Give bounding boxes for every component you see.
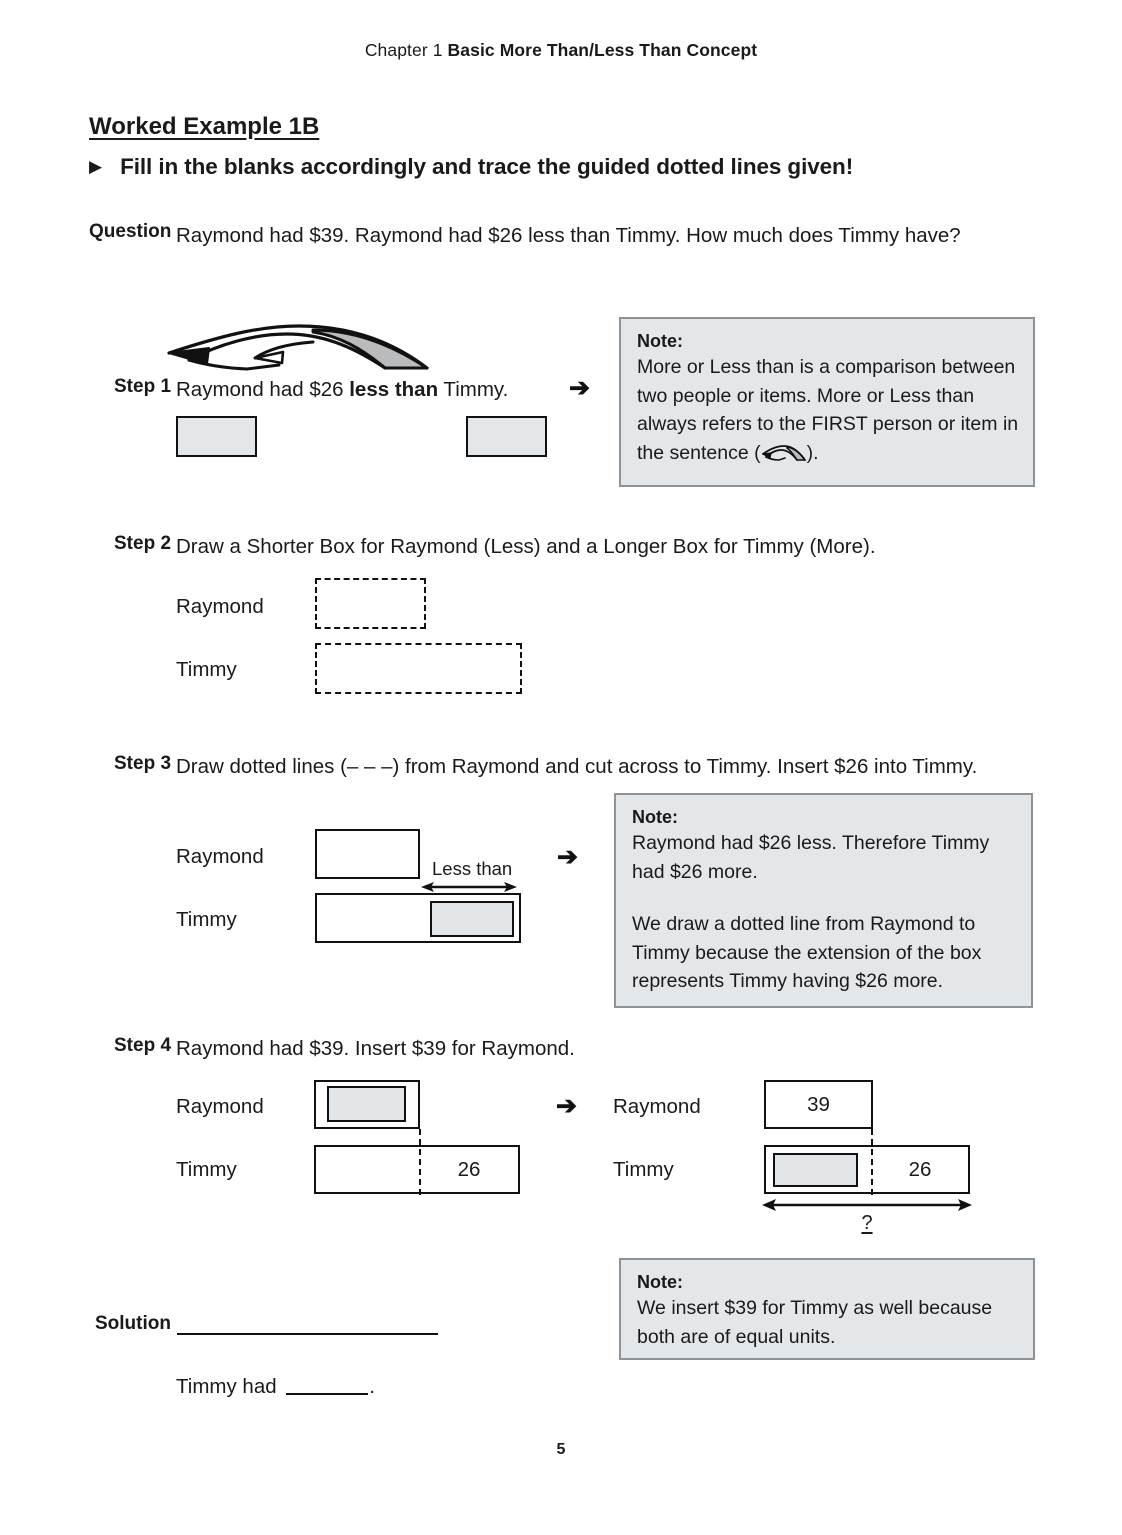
instruction-row [89, 152, 989, 182]
step4-left-row-label-timmy: Timmy [176, 1158, 237, 1181]
page-title: Worked Example 1B [89, 113, 320, 140]
note-body-part-a: More or Less than is a comparison between two people or items. More or Less than always refers to the FIRST person or item in the sentence ( [637, 356, 1019, 464]
note-paragraph-1: Raymond had $26 less. Therefore Timmy had $26 more. [632, 832, 990, 883]
swoosh-arc-icon [163, 322, 435, 374]
note-body-part-b: ). [806, 441, 819, 464]
note-paragraph-2: We draw a dotted line from Raymond to Timmy because the extension of the box represents Timmy having $26 more. [632, 913, 982, 992]
note-spacer [632, 886, 1017, 910]
triangle-right-icon: ▶ [89, 157, 103, 176]
arrow-right-icon: ➔ [556, 1092, 577, 1120]
step2-row-label-raymond: Raymond [176, 595, 264, 618]
solution-label: Solution [95, 1313, 171, 1334]
note-title: Note: [637, 331, 683, 351]
swoosh-arc-inline-icon [761, 445, 807, 463]
step4-note [619, 1258, 1035, 1360]
step4-right-raymond-value: 39 [807, 1093, 830, 1116]
step4-label: Step 4 [114, 1035, 172, 1056]
step3-note [614, 793, 1033, 1008]
arrow-right-icon: ➔ [569, 374, 590, 402]
step3-label: Step 3 [114, 753, 172, 774]
solution-sentence [176, 1375, 375, 1399]
step3-text: Draw dotted lines (– – –) from Raymond and cut across to Timmy. Insert $26 into Timmy. [176, 755, 978, 778]
step1-text-bold: less than [349, 378, 439, 401]
note-title: Note: [637, 1272, 683, 1292]
solution-sentence-before: Timmy had [176, 1375, 283, 1398]
question-text: Raymond had $39. Raymond had $26 less than Timmy. How much does Timmy have? [176, 224, 961, 247]
note-body: We insert $39 for Timmy as well because both are of equal units. [637, 1297, 993, 1348]
step2-text: Draw a Shorter Box for Raymond (Less) and a Longer Box for Timmy (More). [176, 535, 876, 558]
page-number: 5 [556, 1441, 566, 1458]
step3-less-than-label: Less than [432, 858, 513, 879]
step1-text [176, 374, 508, 406]
chapter-header [0, 40, 1122, 61]
step4-right-row-label-raymond: Raymond [613, 1095, 701, 1118]
step1-text-after: Timmy. [438, 378, 509, 401]
step2-row-label-timmy: Timmy [176, 658, 237, 681]
step4-left-row-label-raymond: Raymond [176, 1095, 264, 1118]
solution-answer-line[interactable] [177, 1333, 438, 1335]
step4-right-timmy-blank[interactable] [773, 1153, 858, 1187]
step1-text-before: Raymond had $26 [176, 378, 350, 401]
step3-bar-raymond[interactable] [315, 829, 420, 879]
note-title: Note: [632, 807, 678, 827]
arrow-right-icon: ➔ [557, 843, 578, 871]
step1-blank-right[interactable] [466, 416, 547, 457]
step1-note [619, 317, 1035, 487]
step4-left-timmy-value: 26 [457, 1158, 481, 1181]
chapter-title: Basic More Than/Less Than Concept [447, 40, 758, 60]
step2-bar-timmy[interactable] [315, 643, 522, 694]
step4-right-timmy-value: 26 [908, 1158, 932, 1181]
step2-label: Step 2 [114, 533, 172, 554]
step3-row-label-timmy: Timmy [176, 908, 237, 931]
step3-row-label-raymond: Raymond [176, 845, 264, 868]
step4-left-bar-raymond[interactable] [314, 1080, 420, 1129]
note-body [637, 353, 1019, 467]
instruction-text: Fill in the blanks accordingly and trace the guided dotted lines given! [120, 154, 854, 179]
question-label: Question [89, 221, 172, 242]
chapter-number: Chapter 1 [364, 40, 443, 60]
solution-blank[interactable] [286, 1393, 368, 1395]
step4-total-label: ? [861, 1212, 873, 1234]
double-headed-arrow-icon [421, 880, 517, 894]
double-headed-arrow-icon [762, 1198, 972, 1212]
step4-right-row-label-timmy: Timmy [613, 1158, 674, 1181]
step4-text: Raymond had $39. Insert $39 for Raymond. [176, 1037, 575, 1060]
solution-sentence-after: . [369, 1375, 376, 1398]
step3-bar-timmy-extension[interactable] [430, 901, 514, 937]
step2-bar-raymond[interactable] [315, 578, 426, 629]
step1-label: Step 1 [114, 376, 172, 397]
step1-blank-left[interactable] [176, 416, 257, 457]
step4-left-raymond-blank[interactable] [327, 1086, 406, 1122]
